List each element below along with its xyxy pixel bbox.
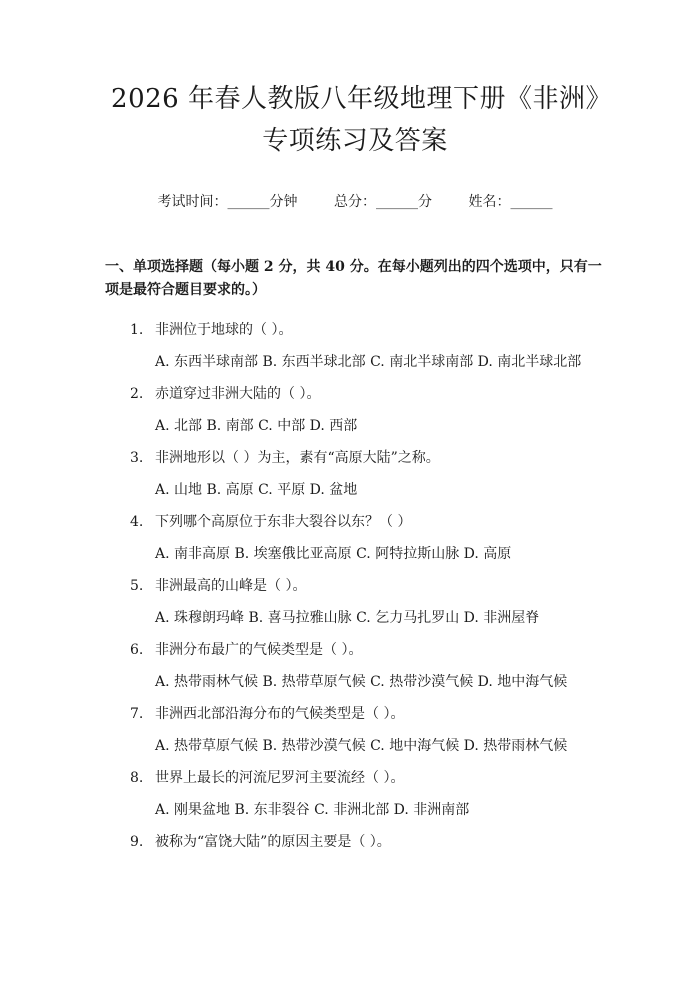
question-item (105, 768, 605, 820)
question-number: 7. (130, 706, 144, 722)
question-number: 6. (130, 642, 144, 658)
document-title: 2026 年春人教版八年级地理下册《非洲》专项练习及答案 (111, 84, 599, 156)
document-page (0, 78, 700, 983)
question-stem: 世界上最长的河流尼罗河主要流经（ ）。 (155, 770, 405, 786)
section-heading: 一、单项选择题（每小题 2 分，共 40 分。在每小题列出的四个选项中，只有一项是最符合题目要求的。） (105, 259, 602, 298)
question-item (105, 576, 605, 628)
question-stem: 赤道穿过非洲大陆的（ ）。 (155, 386, 321, 402)
question-list (105, 320, 605, 852)
question-stem: 非洲地形以（ ）为主，素有“高原大陆”之称。 (155, 450, 440, 466)
question-item (105, 832, 605, 852)
question-item (105, 704, 605, 756)
question-stem: 非洲分布最广的气候类型是（ ）。 (155, 642, 363, 658)
question-stem: 下列哪个高原位于东非大裂谷以东？（ ） (155, 514, 412, 530)
question-number: 2. (130, 386, 144, 402)
question-options: A. 东西半球南部 B. 东西半球北部 C. 南北半球南部 D. 南北半球北部 (155, 354, 582, 370)
question-stem: 被称为“富饶大陆”的原因主要是（ ）。 (155, 834, 391, 850)
question-number: 1. (130, 322, 144, 338)
question-number: 4. (130, 514, 144, 530)
question-options: A. 珠穆朗玛峰 B. 喜马拉雅山脉 C. 乞力马扎罗山 D. 非洲屋脊 (155, 610, 540, 626)
question-options: A. 北部 B. 南部 C. 中部 D. 西部 (155, 418, 358, 434)
question-item (105, 640, 605, 692)
question-item (105, 384, 605, 436)
question-number: 3. (130, 450, 144, 466)
question-number: 5. (130, 578, 144, 594)
question-number: 8. (130, 770, 144, 786)
question-options: A. 南非高原 B. 埃塞俄比亚高原 C. 阿特拉斯山脉 D. 高原 (155, 546, 512, 562)
question-options: A. 刚果盆地 B. 东非裂谷 C. 非洲北部 D. 非洲南部 (155, 802, 470, 818)
question-item (105, 320, 605, 372)
exam-meta (105, 192, 605, 212)
question-number: 9. (130, 834, 144, 850)
exam-score: 总分：______分 (334, 194, 432, 210)
question-stem: 非洲最高的山峰是（ ）。 (155, 578, 307, 594)
question-options: A. 热带雨林气候 B. 热带草原气候 C. 热带沙漠气候 D. 地中海气候 (155, 674, 568, 690)
question-item (105, 448, 605, 500)
question-stem: 非洲西北部沿海分布的气候类型是（ ）。 (155, 706, 405, 722)
exam-name: 姓名：______ (468, 194, 553, 210)
question-options: A. 山地 B. 高原 C. 平原 D. 盆地 (155, 482, 358, 498)
question-item (105, 512, 605, 564)
question-options: A. 热带草原气候 B. 热带沙漠气候 C. 地中海气候 D. 热带雨林气候 (155, 738, 568, 754)
question-stem: 非洲位于地球的（ ）。 (155, 322, 293, 338)
exam-time: 考试时间：______分钟 (157, 194, 298, 210)
